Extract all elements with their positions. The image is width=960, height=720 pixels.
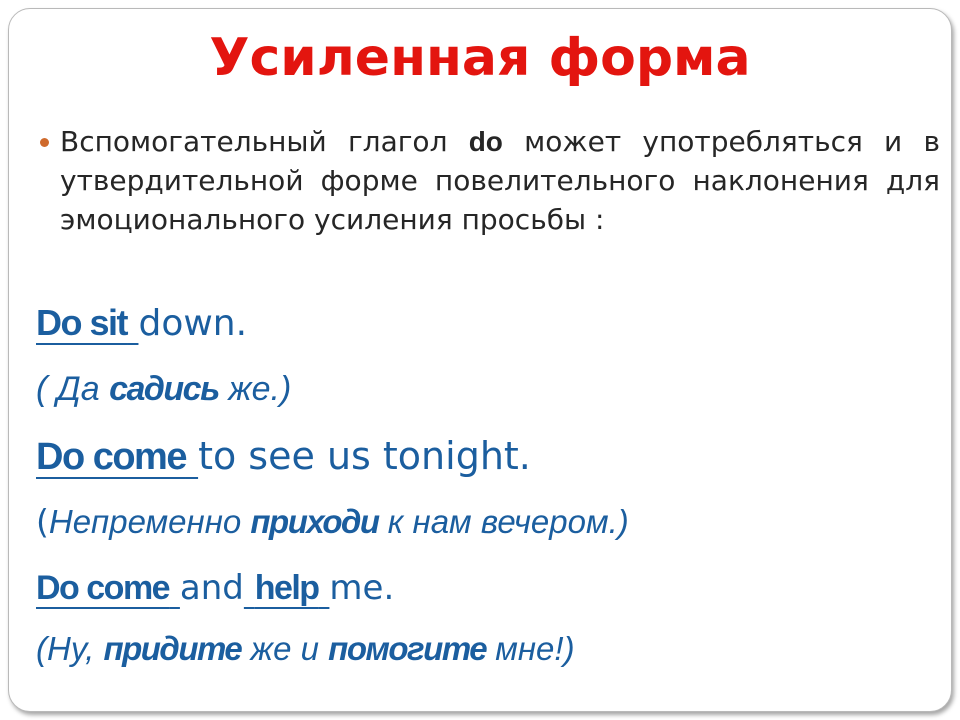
example-rest: down. [138,303,248,344]
translation-open: (Ну, [36,630,104,667]
example-rest: me. [329,568,395,608]
translation-bold: приходи [250,503,379,540]
underline-gap [127,303,138,344]
translation-close: же.) [218,370,292,408]
example-emphasis: Do come [36,569,170,607]
underline-gap [319,568,330,608]
rule-text-before: Вспомогательный глагол [60,125,469,158]
rule-keyword: do [468,126,503,157]
translation-close: мне!) [486,630,575,667]
example-sentence-2 [36,434,531,479]
translation-bold: садись [109,370,219,408]
example-translation-2 [36,502,629,541]
example-translation-3 [36,630,575,668]
bullet-dot-icon [40,138,49,147]
translation-bold: придите [103,630,242,667]
translation-bold-2: помогите [328,630,487,667]
example-middle: and [179,568,244,608]
translation-mid: Непременно [48,503,251,540]
example-translation-1 [36,370,291,409]
underline-gap [169,568,180,608]
translation-close: к нам вечером.) [378,503,629,540]
example-sentence-1 [36,302,247,344]
underline-gap [186,434,198,478]
rule-paragraph [60,122,940,239]
example-rest: to see us tonight. [198,434,531,478]
example-emphasis: Do sit [36,302,128,343]
translation-open: ( Да [36,370,110,408]
example-sentence-3 [36,568,394,608]
rule-text-after: может употребляться и в утвердительной форме повелительного наклонения для эмоционального усиления просьбы : [60,125,940,236]
translation-mid: же и [241,630,329,667]
translation-open: ( [36,502,49,541]
underline-gap [244,568,255,608]
example-emphasis-2: help [254,569,319,607]
example-emphasis: Do come [36,436,186,478]
slide-title: Усиленная форма [209,28,751,88]
